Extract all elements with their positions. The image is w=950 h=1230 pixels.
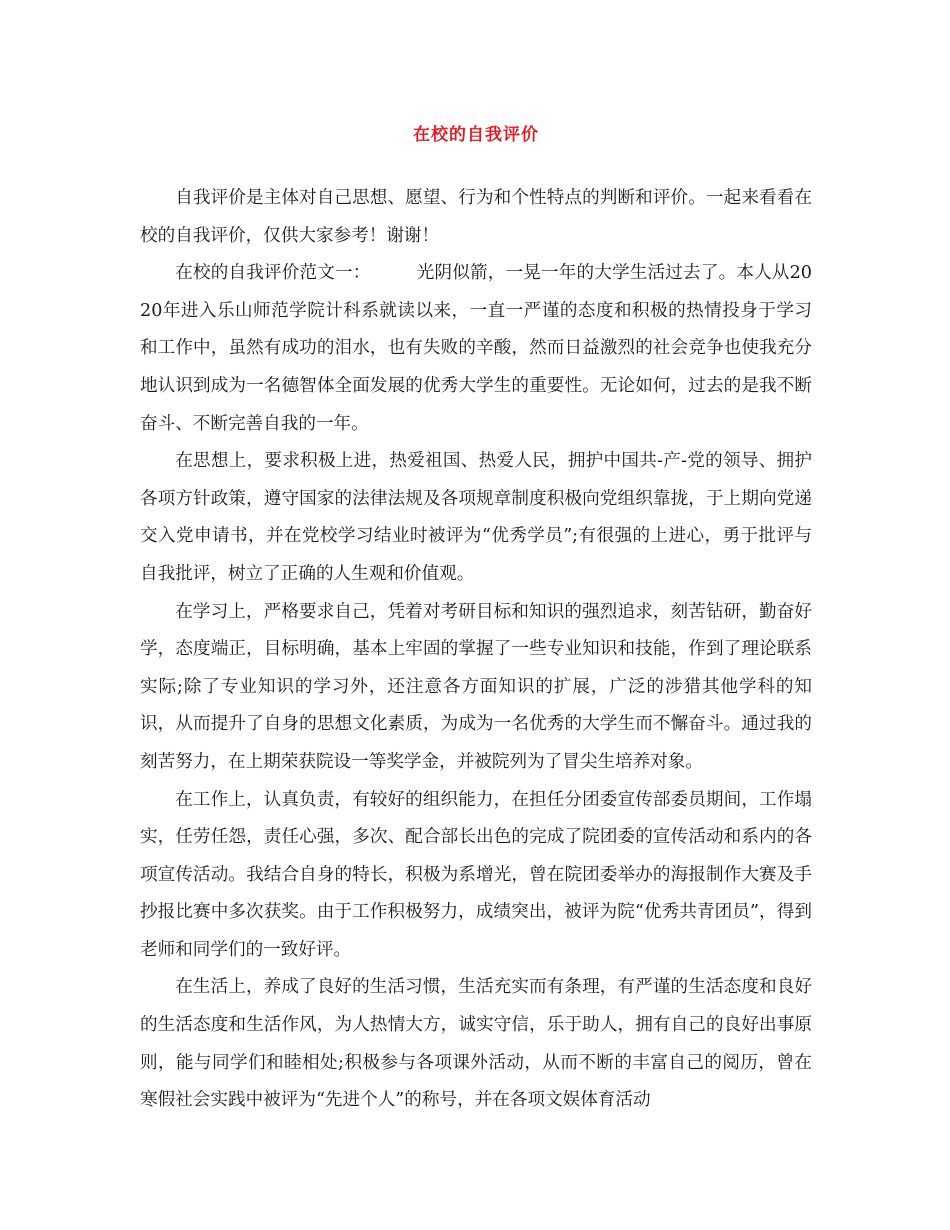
thought-paragraph: 在思想上，要求积极上进，热爱祖国、热爱人民，拥护中国共-产-党的领导、拥护各项方针政策，遵守国家的法律法规及各项规章制度积极向党组织靠拢，于上期向党递交入党申请书，并在党校学习结业时被评为“优秀学员”;有很强的上进心，勇于批评与自我批评，树立了正确的人生观和价值观。 — [140, 451, 812, 584]
document-title: 在校的自我评价 — [413, 125, 539, 145]
sample-heading: 在校的自我评价范文一： — [175, 263, 371, 284]
life-paragraph: 在生活上，养成了良好的生活习惯，生活充实而有条理，有严谨的生活态度和良好的生活态度和生活作风，为人热情大方，诚实守信，乐于助人，拥有自己的良好出事原则，能与同学们和睦相处;积极参与各项课外活动，从而不断的丰富自己的阅历，曾在寒假社会实践中被评为“先进个人”的称号，并在各项文娱体育活动 — [140, 977, 812, 1111]
sample-paragraph — [140, 255, 812, 443]
intro-paragraph: 自我评价是主体对自己思想、愿望、行为和个性特点的判断和评价。一起来看看在校的自我评价，仅供大家参考！谢谢！ — [140, 188, 812, 246]
work-paragraph: 在工作上，认真负责，有较好的组织能力，在担任分团委宣传部委员期间，工作塌实，任劳任怨，责任心强，多次、配合部长出色的完成了院团委的宣传活动和系内的各项宣传活动。我结合自身的特长，积极为系增光，曾在院团委举办的海报制作大赛及手抄报比赛中多次获奖。由于工作积极努力，成绩突出，被评为院“优秀共青团员”，得到老师和同学们的一致好评。 — [140, 789, 812, 960]
document-page — [140, 120, 812, 1120]
study-paragraph: 在学习上，严格要求自己，凭着对考研目标和知识的强烈追求，刻苦钻研，勤奋好学，态度端正，目标明确，基本上牢固的掌握了一些专业知识和技能，作到了理论联系实际;除了专业知识的学习外，还注意各方面知识的扩展，广泛的涉猎其他学科的知识，从而提升了自身的思想文化素质，为成为一名优秀的大学生而不懈奋斗。通过我的刻苦努力，在上期荣获院设一等奖学金，并被院列为了冒尖生培养对象。 — [140, 601, 812, 772]
sample-body: 光阴似箭，一晃一年的大学生活过去了。本人从2020年进入乐山师范学院计科系就读以来，一直一严谨的态度和积极的热情投身于学习和工作中，虽然有成功的泪水，也有失败的辛酸，然而日益激烈的社会竞争也使我充分地认识到成为一名德智体全面发展的优秀大学生的重要性。无论如何，过去的是我不断奋斗、不断完善自我的一年。 — [140, 263, 812, 434]
